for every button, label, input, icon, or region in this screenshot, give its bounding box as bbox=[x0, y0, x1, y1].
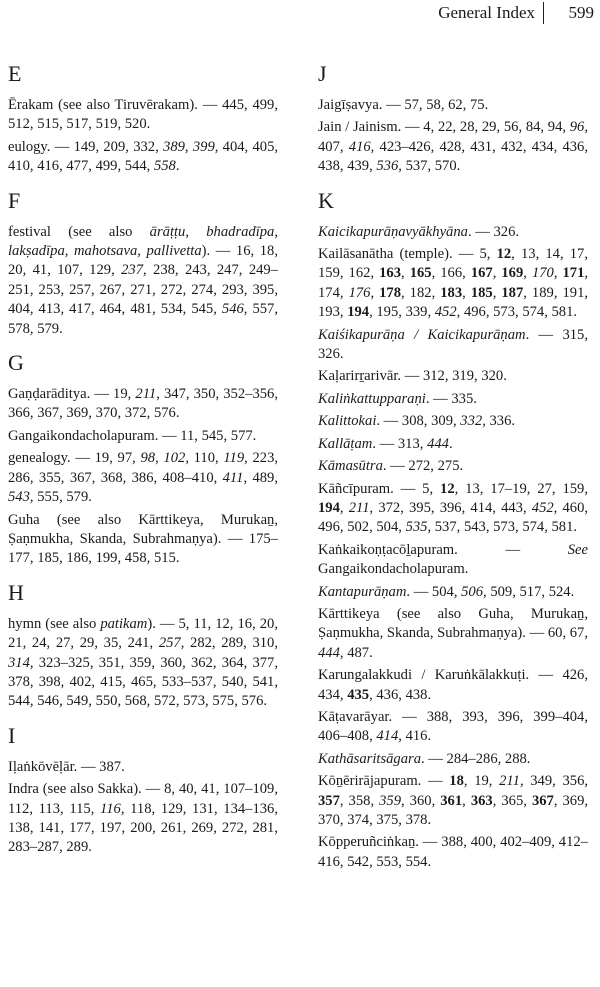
index-entry bbox=[318, 118, 588, 176]
entry-text: , 407, bbox=[318, 119, 588, 155]
entry-text: 416 bbox=[348, 138, 371, 155]
entry-text: 12 bbox=[496, 246, 512, 263]
entry-text: 363 bbox=[470, 792, 493, 809]
entry-text: , 195, 339, bbox=[369, 304, 435, 321]
entry-text: hymn (see also bbox=[8, 615, 101, 632]
section-letter: G bbox=[8, 350, 24, 376]
entry-text: , 282, 289, 310, bbox=[180, 635, 278, 652]
entry-text: , 509, 517, 524. bbox=[483, 583, 575, 600]
entry-text: , bbox=[64, 243, 75, 260]
entry-text: 452 bbox=[531, 499, 554, 516]
entry-text: Jaigīṣavya. — 57, 58, 62, 75. bbox=[318, 97, 489, 113]
entry-text: 535 bbox=[405, 519, 428, 536]
index-entry bbox=[8, 223, 278, 339]
entry-text: , bbox=[274, 223, 279, 240]
index-entry bbox=[318, 772, 588, 830]
entry-text: Kāṭavarāyar. — 388, 393, 396, 399–404, 406–408, bbox=[318, 708, 588, 745]
entry-text: 357 bbox=[318, 792, 340, 809]
index-section-k bbox=[318, 189, 588, 873]
entry-text: 444 bbox=[318, 644, 340, 661]
entry-text: , bbox=[523, 265, 532, 282]
entry-text: . — 315, 326. bbox=[318, 326, 588, 363]
index-section-g bbox=[8, 351, 278, 569]
entry-text: , bbox=[185, 223, 207, 240]
entry-text: , bbox=[339, 499, 349, 516]
entry-text: 211 bbox=[499, 773, 520, 790]
entry-text: Iḷaṅkōvēḷār. — 387. bbox=[8, 758, 125, 775]
index-section-h bbox=[8, 581, 278, 712]
entry-text: Kaḷarirṟarivār. — 312, 319, 320. bbox=[318, 368, 507, 385]
header-divider bbox=[543, 2, 544, 24]
index-section-j bbox=[318, 62, 588, 177]
entry-text: , 13, 14, 17, 159, 162, bbox=[318, 246, 588, 282]
entry-text: 163 bbox=[379, 265, 402, 282]
entry-text: 12 bbox=[440, 480, 455, 497]
entry-text: 18 bbox=[449, 773, 464, 790]
entry-text: 194 bbox=[347, 304, 370, 321]
entry-text: Ērakam (see also Tiruvērakam). — 445, 499, 512, 515, 517, 519, 520. bbox=[8, 97, 278, 133]
index-entry bbox=[8, 758, 278, 777]
entry-text: , 238, 243, 247, 249–251, 253, 257, 267, 271, 272, 274, 293, 395, 404, 413, 417, 464, 481, 534, 545, bbox=[8, 262, 278, 318]
entry-text: 194 bbox=[318, 499, 340, 516]
index-section-e bbox=[8, 62, 278, 177]
entry-text: ). — 16, 18, 20, 41, 107, 129, bbox=[8, 243, 279, 279]
entry-text: Jain / Jainism. — 4, 22, 28, 29, 56, 84, 94, bbox=[318, 119, 570, 136]
index-entry bbox=[318, 541, 588, 580]
entry-text: ārāṭṭu bbox=[149, 223, 186, 240]
entry-text: 178 bbox=[379, 284, 402, 301]
entry-text: , bbox=[401, 265, 410, 282]
entry-text: ). — 5, 11, 12, 16, 20, 21, 24, 27, 29, 35, 241, bbox=[8, 615, 278, 652]
entry-text: , 336. bbox=[482, 413, 516, 430]
section-letter: E bbox=[8, 61, 22, 86]
entry-text: 536 bbox=[376, 158, 399, 175]
entry-text: . — 308, 309, bbox=[376, 413, 461, 430]
entry-text: 98 bbox=[140, 450, 156, 467]
entry-text: 558 bbox=[153, 158, 176, 175]
entry-text: 389 bbox=[163, 138, 185, 155]
entry-text: 359 bbox=[379, 792, 402, 809]
entry-text: . — 284–286, 288. bbox=[421, 750, 531, 767]
index-entry bbox=[318, 96, 588, 115]
section-letter: I bbox=[8, 722, 16, 748]
entry-text: , 487. bbox=[339, 644, 373, 661]
entry-text: , 496, 573, 574, 581. bbox=[456, 304, 578, 321]
entry-text: lakṣadīpa bbox=[8, 243, 65, 260]
entry-text: . bbox=[175, 158, 180, 175]
entry-text: See bbox=[567, 541, 588, 558]
entry-text: 176 bbox=[348, 284, 371, 301]
entry-text: Kaṅkaikoṇṭacōḻapuram. — bbox=[318, 541, 568, 558]
entry-text: 96 bbox=[569, 119, 585, 136]
entry-text: , bbox=[462, 792, 471, 809]
entry-text: Kāñcīpuram. — 5, bbox=[318, 480, 441, 497]
page-number: 599 bbox=[568, 3, 594, 22]
entry-text: Kōṉērirājapuram. — bbox=[318, 773, 450, 790]
entry-text: , 358, bbox=[339, 792, 380, 809]
entry-text: , 557, 578, 579. bbox=[8, 301, 279, 337]
index-entry bbox=[8, 511, 278, 569]
section-letter: H bbox=[8, 579, 24, 605]
entry-text: , 404, 405, 410, 416, 477, 499, 544, bbox=[8, 138, 279, 175]
entry-text: 183 bbox=[440, 284, 463, 301]
entry-text: , 360, bbox=[401, 792, 441, 809]
index-entry bbox=[8, 138, 278, 177]
section-letter: J bbox=[318, 61, 327, 86]
entry-text: , 223, 286, 355, 367, 368, 386, 408–410, bbox=[8, 450, 279, 486]
entry-text: , 436, 438. bbox=[369, 686, 432, 703]
index-entry bbox=[318, 367, 588, 386]
entry-text: . — 335. bbox=[425, 390, 477, 407]
entry-text: 257 bbox=[158, 635, 181, 652]
entry-text: , 537, 543, 573, 574, 581. bbox=[427, 519, 578, 536]
entry-text: 452 bbox=[434, 304, 457, 321]
entry-text: 169 bbox=[501, 265, 524, 282]
index-entry bbox=[318, 750, 588, 769]
entry-text: 170 bbox=[531, 265, 554, 282]
entry-text: , 555, 579. bbox=[29, 489, 92, 506]
index-entry bbox=[318, 583, 588, 602]
index-entry bbox=[318, 666, 588, 705]
index-entry bbox=[8, 385, 278, 424]
entry-text: 102 bbox=[163, 450, 186, 467]
entry-text: 171 bbox=[562, 265, 585, 282]
index-entry bbox=[318, 833, 588, 872]
entry-text: , 460, 496, 502, 504, bbox=[318, 499, 589, 536]
entry-text: . bbox=[448, 435, 453, 452]
entry-text: , bbox=[184, 138, 193, 155]
entry-text: 237 bbox=[121, 262, 143, 279]
entry-text: Karungalakkudi / Karuṅkālakkuṭi. — 426, 434, bbox=[318, 667, 588, 703]
entry-text: , bbox=[462, 284, 471, 301]
running-title: General Index bbox=[438, 3, 535, 22]
entry-text: patikam bbox=[100, 615, 148, 632]
entry-text: , 365, bbox=[492, 792, 532, 809]
entry-text: 444 bbox=[427, 435, 449, 452]
entry-text: Kaiśikapurāṇa / Kaicikapurāṇam bbox=[318, 326, 526, 343]
entry-text: , 347, 350, 352–356, 366, 367, 369, 370, 372, 576. bbox=[8, 386, 278, 422]
index-section-f bbox=[8, 189, 278, 339]
running-header bbox=[0, 0, 600, 32]
entry-text: Kailāsanātha (temple). — 5, bbox=[318, 246, 497, 263]
entry-text: Kaliṅkattupparaṇi bbox=[318, 390, 426, 407]
entry-text: 506 bbox=[461, 583, 484, 600]
index-entry bbox=[318, 708, 588, 747]
index-entry bbox=[8, 449, 278, 507]
entry-text: . — 326. bbox=[467, 223, 520, 240]
entry-text: 211 bbox=[348, 499, 370, 516]
index-entry bbox=[8, 780, 278, 858]
index-entry bbox=[318, 223, 588, 242]
entry-text: pallivetta bbox=[146, 243, 202, 260]
entry-text: , bbox=[155, 450, 164, 467]
entry-text: 119 bbox=[223, 450, 245, 467]
entry-text: . — 272, 275. bbox=[382, 458, 464, 475]
entry-text: . — 504, bbox=[406, 583, 462, 600]
entry-text: , 19, bbox=[463, 773, 500, 790]
entry-text: , 372, 395, 396, 414, 443, bbox=[369, 499, 532, 516]
entry-text: , 423–426, 428, 431, 432, 434, 436, 438, 439, bbox=[318, 138, 589, 175]
entry-text: 211 bbox=[135, 386, 157, 403]
entry-text: eulogy. — 149, 209, 332, bbox=[8, 138, 164, 155]
entry-text: mahotsava bbox=[74, 243, 138, 260]
entry-text: , 189, 191, 193, bbox=[318, 284, 589, 321]
entry-text: Gangaikondacholapuram. — 11, 545, 577. bbox=[8, 427, 257, 444]
entry-text: , 174, bbox=[318, 265, 589, 301]
entry-text: Gangaikondacholapuram. bbox=[318, 561, 469, 578]
entry-text: 361 bbox=[440, 792, 463, 809]
entry-text: 332 bbox=[460, 413, 483, 430]
index-column-left bbox=[8, 62, 278, 861]
entry-text: 185 bbox=[470, 284, 493, 301]
entry-text: , 323–325, 351, 359, 360, 362, 364, 377, 378, 398, 402, 415, 465, 533–537, 540, 541, 544, 546, 549, 550, 568, 572, 573, 575, 576. bbox=[8, 654, 278, 710]
index-entry bbox=[318, 326, 588, 365]
entry-text: 367 bbox=[531, 792, 554, 809]
index-entry bbox=[318, 435, 588, 454]
entry-text: , bbox=[492, 284, 502, 301]
entry-text: Guha (see also Kārttikeya, Murukaṉ, Ṣaṇmukha, Skanda, Subrahmaṇya). — 175–177, 185, 186, 199, 458, 515. bbox=[8, 511, 278, 567]
entry-text: , 349, 356, bbox=[519, 773, 589, 790]
section-letter: F bbox=[8, 187, 21, 213]
entry-text: , 110, bbox=[185, 450, 224, 467]
entry-text: , 166, bbox=[431, 265, 471, 282]
entry-text: 399 bbox=[192, 138, 215, 155]
entry-text: , 489, bbox=[243, 469, 278, 486]
index-entry bbox=[318, 480, 588, 538]
index-section-i bbox=[8, 724, 278, 858]
entry-text: Kaicikapurāṇavyākhyāna bbox=[318, 223, 468, 240]
entry-text: Indra (see also Sakka). — 8, 40, 41, 107–109, 112, 113, 115, bbox=[8, 781, 278, 817]
entry-text: , bbox=[553, 265, 563, 282]
entry-text: bhadradīpa bbox=[206, 223, 275, 240]
entry-text: , bbox=[492, 265, 502, 282]
entry-text: 411 bbox=[222, 469, 244, 486]
section-letter: K bbox=[318, 187, 334, 213]
entry-text: , 118, 129, 131, 134–136, 138, 141, 177, 197, 200, 261, 269, 272, 281, 283–287, 289. bbox=[8, 800, 279, 856]
entry-text: . — 313, bbox=[372, 435, 428, 452]
entry-text: Kantapurāṇam bbox=[318, 583, 407, 600]
entry-text: Gaṇḍarāditya. — 19, bbox=[8, 386, 136, 403]
index-entry bbox=[318, 457, 588, 476]
entry-text: Kallāṭam bbox=[318, 435, 373, 452]
entry-text: , 13, 17–19, 27, 159, bbox=[454, 480, 588, 497]
entry-text: 187 bbox=[501, 284, 524, 301]
entry-text: Kōpperuñciṅkaṉ. — 388, 400, 402–409, 412–416, 542, 553, 554. bbox=[318, 834, 588, 870]
entry-text: 116 bbox=[100, 800, 121, 817]
index-entry bbox=[8, 427, 278, 446]
entry-text: 546 bbox=[221, 301, 244, 318]
index-entry bbox=[8, 615, 278, 712]
entry-text: genealogy. — 19, 97, bbox=[8, 450, 141, 467]
entry-text: festival (see also bbox=[8, 223, 150, 240]
entry-text: , 369, 370, 374, 375, 378. bbox=[318, 792, 589, 828]
entry-text: 414 bbox=[376, 728, 399, 745]
entry-text: Kathāsaritsāgara bbox=[318, 750, 421, 767]
entry-text: , 416. bbox=[398, 728, 432, 745]
entry-text: 435 bbox=[347, 686, 370, 703]
index-entry bbox=[318, 390, 588, 409]
index-entry bbox=[318, 412, 588, 431]
entry-text: , 537, 570. bbox=[398, 158, 461, 175]
entry-text: Kārttikeya (see also Guha, Murukaṉ, Ṣaṇmukha, Skanda, Subrahmaṇya). — 60, 67, bbox=[318, 605, 588, 642]
index-column-right bbox=[318, 62, 588, 875]
index-entry bbox=[318, 245, 588, 323]
entry-text: 314 bbox=[8, 654, 30, 671]
entry-text: , bbox=[137, 243, 147, 260]
index-entry bbox=[8, 96, 278, 135]
entry-text: 165 bbox=[409, 265, 432, 282]
entry-text: Kāmasūtra bbox=[318, 458, 383, 475]
entry-text: , 182, bbox=[401, 284, 441, 301]
entry-text: Kalittokai bbox=[318, 413, 377, 430]
index-entry bbox=[318, 605, 588, 663]
entry-text: , bbox=[370, 284, 380, 301]
entry-text: 543 bbox=[8, 489, 30, 506]
entry-text: 167 bbox=[470, 265, 493, 282]
